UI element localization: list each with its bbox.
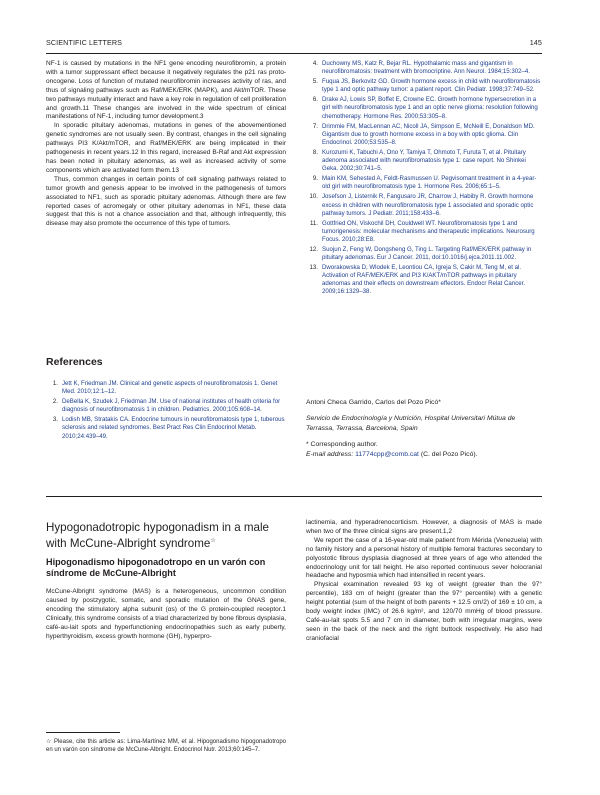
article-title-text: Hypogonadotropic hypogonadism in a male with McCune-Albright syndrome xyxy=(46,521,269,550)
references-heading: References xyxy=(46,356,103,368)
reference-item[interactable] xyxy=(46,416,286,440)
reference-item[interactable] xyxy=(306,264,542,296)
corresponding-author-note: * Corresponding author. xyxy=(306,441,378,449)
reference-number: 8. xyxy=(312,148,318,156)
reference-text: Fuqua JS, Berkovitz GD. Growth hormone excess in child with neurofibromatosis type 1 and optic pathway tumor: a patient report. Clin Pediatr. 1998;37:749–52. xyxy=(322,78,541,94)
reference-number: 3. xyxy=(52,416,58,424)
reference-text: Duchowny MS, Katz R, Bejar RL. Hypothalamic mass and gigantism in neurofibromatosis: treatment with bromocriptine. Ann Neurol. 1984;15:302–4. xyxy=(322,60,530,76)
reference-item[interactable] xyxy=(306,246,542,262)
reference-text: Gottfried ON, Viskochil DH, Couldwell WT. Neurofibromatosis type 1 and tumorigenesis: molecular mechanisms and therapeutic implications. Neurosurg Focus. 2010;28:E8. xyxy=(322,219,535,243)
reference-number: 11. xyxy=(309,219,318,227)
body-paragraph: We report the case of a 16-year-old male patient from Mérida (Venezuela) with no family history and a personal history of multiple femoral fractures secondary to polyostotic fibrous dysplasia diagnosed at three years of age who attended the endocrinology unit for tall height. He also reported continuous sever holocranial headache and hyposmia which had intensified in recent years. xyxy=(306,536,542,580)
email-suffix: (C. del Pozo Picó). xyxy=(420,450,478,458)
reference-number: 2. xyxy=(52,398,58,406)
reference-list-right xyxy=(306,60,542,297)
article-body-left xyxy=(46,588,286,641)
email-link[interactable]: 11774cpp@comb.cat xyxy=(355,450,419,458)
reference-number: 13. xyxy=(309,264,318,272)
title-footnote-mark[interactable]: ☆ xyxy=(210,537,216,544)
reference-text: Josefson J, Listernik R, Fangusaro JR, Charrow J, Habiby R. Growth hormone excess in children with neurofibromatosis type 1 associated and sporadic optic pathway tumors. J Pediatr. 2011;158:433–6. xyxy=(322,193,534,217)
reference-item[interactable] xyxy=(46,380,286,396)
article-title xyxy=(46,521,286,550)
page-number: 145 xyxy=(529,38,542,47)
reference-number: 12. xyxy=(309,245,318,253)
reference-text: Lodish MB, Stratakis CA. Endocrine tumours in neurofibromatosis type 1, tuberous sclerosis and related syndromes. Best Pract Res Clin Endocrinol Metab. 2010;24:439–49. xyxy=(62,416,285,440)
reference-text: Suojun Z, Feng W, Dongsheng G, Ting L. Targeting Raf/MEK/ERK pathway in pituitary adenomas. Eur J Cancer. 2011, doi:10.1016/j.ejca.2011.11.002. xyxy=(322,245,532,262)
footnote-rule xyxy=(46,732,120,733)
body-paragraph: Thus, common changes in certain points of cell signaling pathways related to tumor growth and genesis appear to be involved in the pathogenesis of tumors associated to NF1, such as sporadic pituitary adenomas. Although there are few reported cases of acromegaly or other pituitary adenomas in NF1, these data suggest that this is not a chance association and that, although infrequently, this disease may also promote the occurrence of this type of tumors. xyxy=(46,175,286,228)
article-separator-rule xyxy=(46,496,542,497)
reference-item[interactable] xyxy=(46,398,286,414)
running-head xyxy=(46,38,542,50)
reference-item[interactable] xyxy=(306,149,542,173)
reference-list-left xyxy=(46,380,286,443)
reference-number: 9. xyxy=(312,175,318,183)
citation-footnote: ☆ Please, cite this article as: Lima-Martínez MM, et al. Hipogonadismo hipogonadotropo en un varón con síndrome de McCune-Albright. Endocrinol Nutr. 2013;60:145–7. xyxy=(46,739,286,754)
author-names: Antoni Checa Garrido, Carlos del Pozo Picó* xyxy=(306,399,441,406)
reference-text: Main KM, Sehested A, Feldt-Rasmussen U. Pegvisomant treatment in a 4-year-old girl with neurofibromatosis type 1. Hormone Res. 2006;65:1–5. xyxy=(322,175,537,191)
body-paragraph: McCune-Albright syndrome (MAS) is a heterogeneous, uncommon condition caused by postzygotic, somatic, and sporadic mutation of the GNAS gene, encoding the stimulatory alpha subunit (αs) of the G protein-coupled receptor.1 Clinically, this syndrome consists of a triad characterized by bone fibrous dysplasia, café-au-lait spots and hyperfunctioning endocrinopathies such as early puberty, hyperthyroidism, excess growth hormone (GH), hyperpro- xyxy=(46,588,286,640)
reference-number: 10. xyxy=(309,193,318,201)
article-body-right xyxy=(306,519,542,644)
previous-article-body xyxy=(46,60,286,229)
reference-text: Kurozumi K, Tabuchi A, Ono Y, Tamiya T, Ohmoto T, Furuta T, et al. Pituitary adenoma associated with neurofibromatosis type 1: case report. No Shinkei Geka. 2002;30:741–5. xyxy=(322,148,526,173)
reference-column-right xyxy=(306,60,542,299)
reference-text: Drake AJ, Lowis SP, Boffet E, Crowne EC. Growth hormone hypersecretion in a girl with neurofibromatosis type 1 and an optic nerve glioma: resolution following chemotherapy. Hormone Res. 2000;53:305–8. xyxy=(322,96,538,120)
reference-item[interactable] xyxy=(306,96,542,120)
reference-text: Dworakowska D, Wlodek E, Leontiou CA, Igreja S, Cakir M, Teng M, et al. Activation of RAF/MEK/ERK and PI3 K/AKT/mTOR pathways in pituitary adenomas and their effects on downstream effectors. Endocr Relat Cancer. 2009;16:1329–38. xyxy=(322,264,526,296)
reference-item[interactable] xyxy=(306,220,542,244)
reference-text: DeBella K, Szudek J, Friedman JM. Use of national institutes of health criteria for diagnosis of neurofibromatosis 1 in children. Pediatrics. 2000;105:608–14. xyxy=(62,398,281,414)
reference-number: 7. xyxy=(312,122,318,130)
reference-item[interactable] xyxy=(306,123,542,147)
reference-number: 4. xyxy=(312,60,318,67)
reference-number: 1. xyxy=(52,380,58,387)
article-subtitle: Hipogonadismo hipogonadotropo en un varón con síndrome de McCune-Albright xyxy=(46,557,266,578)
reference-text: Drimmie FM, MacLennan AC, Nicoll JA, Simpson E, McNeill E, Donaldson MD. Gigantism due to growth hormone excess in a boy with optic glioma. Clin Endocrinol. 2000;53:535–8. xyxy=(322,122,535,146)
header-rule xyxy=(46,53,542,54)
body-paragraph: In sporadic pituitary adenomas, mutations in genes of the abovementioned genetic syndromes are not usually seen. By contrast, changes in the cell signaling pathways PI3 K/Akt/mTOR, and Raf/MEK/ERK are being implicated in their pathogenesis in recent years.12 In this regard, increased B-Raf and Akt expression has been noted in pituitary adenomas, as well as increased activity of some components which are activated form them.13 xyxy=(46,122,286,174)
reference-number: 5. xyxy=(312,78,318,86)
email-label: E-mail address: xyxy=(306,450,354,458)
body-paragraph: lactinemia, and hyperadrenocorticism. However, a diagnosis of MAS is made when two of the three clinical signs are present.1,2 xyxy=(306,519,542,535)
reference-number: 6. xyxy=(312,96,318,104)
author-signature xyxy=(306,398,542,459)
reference-text: Jett K, Friedman JM. Clinical and genetic aspects of neurofibromatosis 1. Genet Med. 2010;12:1–12. xyxy=(62,380,278,396)
reference-item[interactable] xyxy=(306,193,542,217)
journal-section-label: SCIENTIFIC LETTERS xyxy=(46,38,123,47)
reference-item[interactable] xyxy=(306,60,542,76)
author-affiliation: Servicio de Endocrinología y Nutrición, Hospital Universitari Mútua de Terrassa, Terrassa, Barcelona, Spain xyxy=(306,415,516,432)
reference-item[interactable] xyxy=(306,175,542,191)
body-paragraph: NF-1 is caused by mutations in the NF1 gene encoding neurofibromin, a protein with a tumor suppressant effect because it negatively regulates the p21 ras proto-oncogene. Loss of function of mutated neurofibromin increases activity of ras, and thus of signaling pathways such as Raf/MEK/ERK (MAPK), and Akt/mTOR. These two pathways mutually interact and have a key role in regulation of cell proliferation and growth.11 These changes are involved in the wide spectrum of clinical manifestations of NF-1, including tumor development.3 xyxy=(46,60,286,121)
body-paragraph: Physical examination revealed 93 kg of weight (greater than the 97° percentile), 183 cm of height (greater than the 97° percentile) with a genetic height potential (sum of the height of both parents + 12.5 cm/2) of 169 ± 10 cm, a body weight index (IMC) of 26.6 kg/m², and 120/70 mmHg of blood pressure. Café-au-lait spots 5.5 and 7 cm in diameter, both with irregular margins, were seen in the back of the neck and the right buttock respectively. He also had craniofacial xyxy=(306,581,542,642)
reference-item[interactable] xyxy=(306,78,542,94)
email-line xyxy=(306,450,542,459)
